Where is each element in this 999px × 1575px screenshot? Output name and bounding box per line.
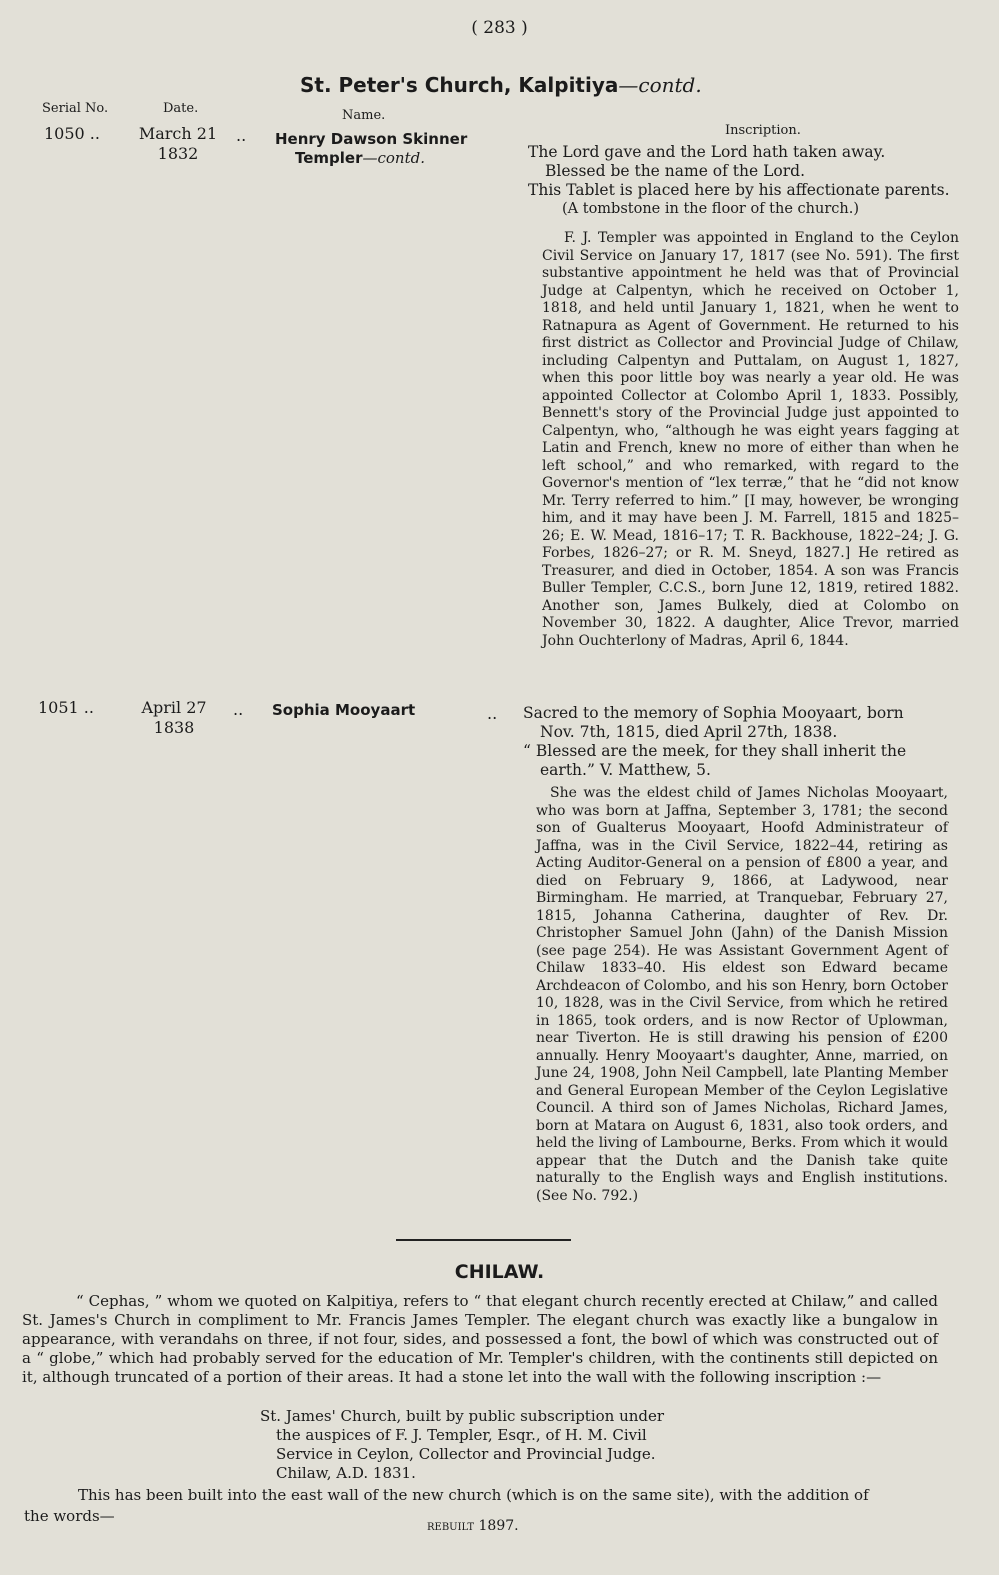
entry-1050-name-surname: Templer xyxy=(295,149,363,167)
entry-1051-name-dots: .. xyxy=(487,704,498,723)
stone-line-4: Chilaw, A.D. 1831. xyxy=(276,1464,416,1482)
entry-1050-inscription-line1: The Lord gave and the Lord hath taken away. xyxy=(528,143,886,161)
entry-1051-dots: .. xyxy=(233,700,244,719)
entry-1051-note: She was the eldest child of James Nicholas Mooyaart, who was born at Jaffna, September 3, 1781; the second son of Gualterus Mooyaart, Hoofd Administrateur of Jaffna, was in the Civil Service, 1822–44, retiring as Acting Auditor-General on a pension of £800 a year, and died on February 9, 1866, at Ladywood, near Birmingham. He married, at Tranquebar, February 27, 1815, Johanna Catherina, daughter of Rev. Dr. Christopher Samuel John (Jahn) of the Danish Mission (see page 254). He was Assistant Government Agent of Chilaw 1833–40. His eldest son Edward became Archdeacon of Colombo, and his son Henry, born October 10, 1828, was in the Civil Service, from which he retired in 1865, took orders, and is now Rector of Uplowman, near Tiverton. He is still drawing his pension of £200 annually. Henry Mooyaart's daughter, Anne, married, on June 24, 1908, John Neil Campbell, late Planting Member and General European Member of the Ceylon Legislative Council. A third son of James Nicholas, Richard James, born at Matara on August 6, 1831, also took orders, and held the living of Lambourne, Berks. From which it would appear that the Dutch and the Danish take quite naturally to the English ways and English institutions. (See No. 792.) xyxy=(536,785,948,1204)
chilaw-closing-line: This has been built into the east wall of the new church (which is on the same site), with the addition of xyxy=(78,1486,869,1504)
entry-1050-note: F. J. Templer was appointed in England to the Ceylon Civil Service on January 17, 1817 (see No. 591). The first substantive appointment he held was that of Provincial Judge at Calpentyn, which he received on October 1, 1818, and held until January 1, 1821, when he went to Ratnapura as Agent of Government. He returned to his first district as Collector and Provincial Judge of Chilaw, including Calpentyn and Puttalam, on August 1, 1827, when this poor little boy was nearly a year old. He was appointed Collector at Colombo April 1, 1833. Possibly, Bennett's story of the Provincial Judge just appointed to Calpentyn, who, “although he was eight years fagging at Latin and French, knew no more of either than when he left school,” and who remarked, with regard to the Governor's mention of “lex terræ,” that he “did not know Mr. Terry referred to him.” [I may, however, be wronging him, and it may have been J. M. Farrell, 1815 and 1825–26; E. W. Mead, 1816–17; T. R. Backhouse, 1822–24; J. G. Forbes, 1826–27; or R. M. Sneyd, 1827.] He retired as Treasurer, and died in October, 1854. A son was Francis Buller Templer, C.C.S., born June 12, 1819, retired 1882. Another son, James Bulkely, died at Colombo on November 30, 1822. A daughter, Alice Trevor, married John Ouchterlony of Madras, April 6, 1844. xyxy=(542,230,959,649)
entry-1050-inscription-line2: Blessed be the name of the Lord. xyxy=(545,162,805,180)
page-number: ( 283 ) xyxy=(471,18,528,38)
entry-1051-inscription-line3: “ Blessed are the meek, for they shall inherit the xyxy=(523,742,907,760)
chilaw-paragraph: “ Cephas, ” whom we quoted on Kalpitiya, refers to “ that elegant church recently erected at Chilaw,” and called St. James's Church in compliment to Mr. Francis James Templer. The elegant church was exactly like a bungalow in appearance, with verandahs on three, if not four, sides, and possessed a font, the bowl of which was constructed out of a “ globe,” which had probably served for the education of Mr. Templer's children, with the continents still depicted on it, although truncated of a portion of their areas. It had a stone let into the wall with the following inscription :— xyxy=(22,1292,938,1386)
chilaw-closing-words: the words— xyxy=(24,1507,115,1525)
stone-line-3: Service in Ceylon, Collector and Provincial Judge. xyxy=(276,1445,656,1463)
entry-1051-date-day: April 27 xyxy=(141,698,207,717)
chilaw-stone-inscription xyxy=(260,1407,710,1483)
entry-1050-inscription xyxy=(528,143,960,219)
column-header-inscription: Inscription. xyxy=(725,123,801,138)
stone-line-1: St. James' Church, built by public subscription under xyxy=(260,1407,665,1425)
section-title-text: St. Peter's Church, Kalpitiya xyxy=(300,73,619,97)
section-title-suffix: —contd. xyxy=(618,73,702,97)
column-header-name: Name. xyxy=(342,108,386,123)
entry-1050-name-line1: Henry Dawson Skinner xyxy=(275,130,468,148)
entry-1050-dots: .. xyxy=(236,126,247,145)
entry-1050-name-contd: —contd. xyxy=(362,149,425,167)
entry-1051-date xyxy=(124,698,224,738)
entry-1050-serial: 1050 .. xyxy=(44,124,100,143)
entry-1050-date-year: 1832 xyxy=(157,144,199,163)
entry-1051-serial: 1051 .. xyxy=(38,698,94,717)
section-divider xyxy=(396,1239,571,1241)
entry-1050-inscription-line3: This Tablet is placed here by his affectionate parents. xyxy=(528,181,950,199)
entry-1050-date xyxy=(128,124,228,164)
entry-1051-inscription-line2: Nov. 7th, 1815, died April 27th, 1838. xyxy=(540,723,838,741)
stone-line-2: the auspices of F. J. Templer, Esqr., of H. M. Civil xyxy=(276,1426,647,1444)
entry-1051-inscription-line1: Sacred to the memory of Sophia Mooyaart, born xyxy=(523,704,904,722)
rebuilt-inscription: rebuilt 1897. xyxy=(427,1518,519,1534)
entry-1050-name-line2 xyxy=(275,149,490,168)
column-header-date: Date. xyxy=(163,101,199,116)
section-title xyxy=(300,73,702,97)
entry-1051-date-year: 1838 xyxy=(153,718,195,737)
entry-1050-name xyxy=(275,130,490,168)
column-header-serial: Serial No. xyxy=(42,101,109,116)
entry-1050-location: (A tombstone in the floor of the church.) xyxy=(562,201,859,217)
entry-1050-date-day: March 21 xyxy=(138,124,218,143)
entry-1051-name: Sophia Mooyaart xyxy=(272,701,416,719)
entry-1051-inscription xyxy=(523,704,955,780)
entry-1051-inscription-line4: earth.” V. Matthew, 5. xyxy=(540,761,711,779)
chilaw-heading: CHILAW. xyxy=(454,1261,545,1283)
